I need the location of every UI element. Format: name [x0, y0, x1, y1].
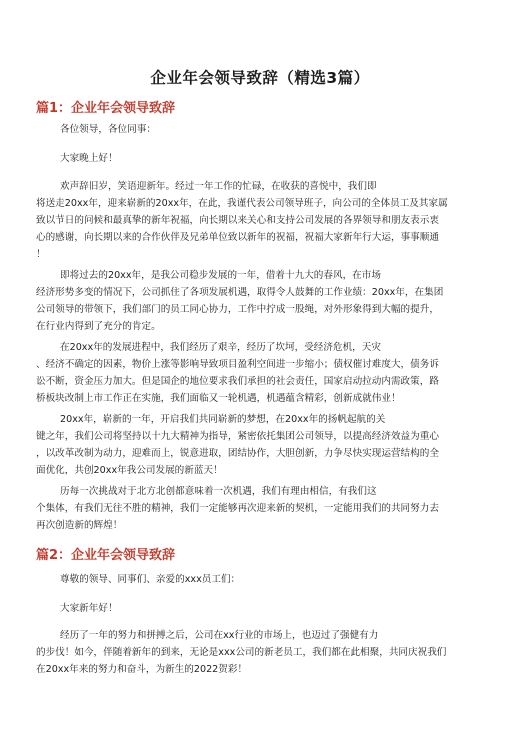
text-line: ，以改革改制为动力，迎难而上，锐意进取，团结协作，大胆创新，力争尽快实现运营结构的全	[36, 448, 439, 459]
text-line: 讼不断，资金压力加大。但是国企的地位要求我们承担的社会责任，国家启动拉动内需政策，路	[36, 376, 439, 387]
text-line: 公司领导的带领下，我们部门的员工同心协力，工作中拧成一股绳，对外形象得到大幅的提升，	[36, 304, 439, 315]
text-line: 再次创造新的辉煌！	[36, 520, 123, 531]
text-line: 20xx年，崭新的一年，开启我们共同崭新的梦想，在20xx年的扬帆起航的关	[60, 414, 386, 425]
text-line: 经历了一年的努力和拼搏之后，公司在xx行业的市场上，也迈过了强健有力	[60, 630, 379, 641]
text-line: 、经济不确定的因素，物价上涨等影响导致项目盈利空间进一步缩小；债权催讨难度大，债务诉	[36, 359, 439, 370]
text-line: 经济形势多变的情况下，公司抓住了各项发展机遇，取得令人鼓舞的工作业绩：20xx年，在集团	[36, 287, 444, 298]
text-line: 将送走20xx年，迎来崭新的20xx年，在此，我谨代表公司领导班子，向公司的全体员工及其家属	[36, 198, 448, 209]
text-line: 尊敬的领导、同事们、亲爱的xxx员工们：	[60, 574, 241, 585]
text-line: 各位领导，各位同事：	[60, 124, 156, 135]
text-line: 欢声辞旧岁，笑语迎新年。经过一年工作的忙碌，在收获的喜悦中，我们即	[60, 181, 377, 192]
text-line: 键之年，我们公司将坚持以十九大精神为指导，紧密依托集团公司领导，以提高经济效益为重心	[36, 431, 439, 442]
text-line: 在20xx年的发展进程中，我们经历了艰辛，经历了坎坷，受经济危机，天灾	[60, 342, 381, 353]
text-line: 大家晚上好！	[60, 153, 118, 164]
text-line: 即将过去的20xx年，是我公司稳步发展的一年，借着十九大的春风，在市场	[60, 270, 381, 281]
text-line: 大家新年好！	[60, 603, 118, 614]
text-line: 致以节日的问候和最真挚的新年祝福，向长期以来关心和支持公司发展的各界领导和朋友表示衷	[36, 215, 439, 226]
text-line: 历每一次挑战对于北方北创都意味着一次机遇，我们有理由相信，有我们这	[60, 486, 377, 497]
text-line: 个集体，有我们无往不胜的精神，我们一定能够再次迎来新的契机，一定能用我们的共同努力去	[36, 503, 439, 514]
document-title: 企业年会领导致辞（精选3篇）	[150, 69, 370, 87]
section-heading-1: 篇1：企业年会领导致辞	[36, 101, 176, 116]
text-line: 在行业内得到了充分的肯定。	[36, 321, 161, 332]
text-line: 在20xx年来的努力和奋斗，为新生的2022贺彩！	[36, 664, 248, 675]
text-line: ！	[36, 249, 46, 260]
text-line: 心的感谢，向长期以来的合作伙伴及兄弟单位致以新年的祝福，祝福大家新年行大运，事事顺通	[36, 232, 439, 243]
text-line: 面优化，共创20xx年我公司发展的新蓝天！	[36, 465, 223, 476]
text-line: 桥板块改制上市工作正在实施，我们面临又一轮机遇，机遇蕴含精彩，创新成就伟业！	[36, 393, 401, 404]
text-line: 的步伐！如今，伴随着新年的到来，无论是xxx公司的新老员工，我们都在此相聚，共同庆祝我们	[36, 647, 447, 658]
section-heading-2: 篇2：企业年会领导致辞	[36, 548, 176, 563]
